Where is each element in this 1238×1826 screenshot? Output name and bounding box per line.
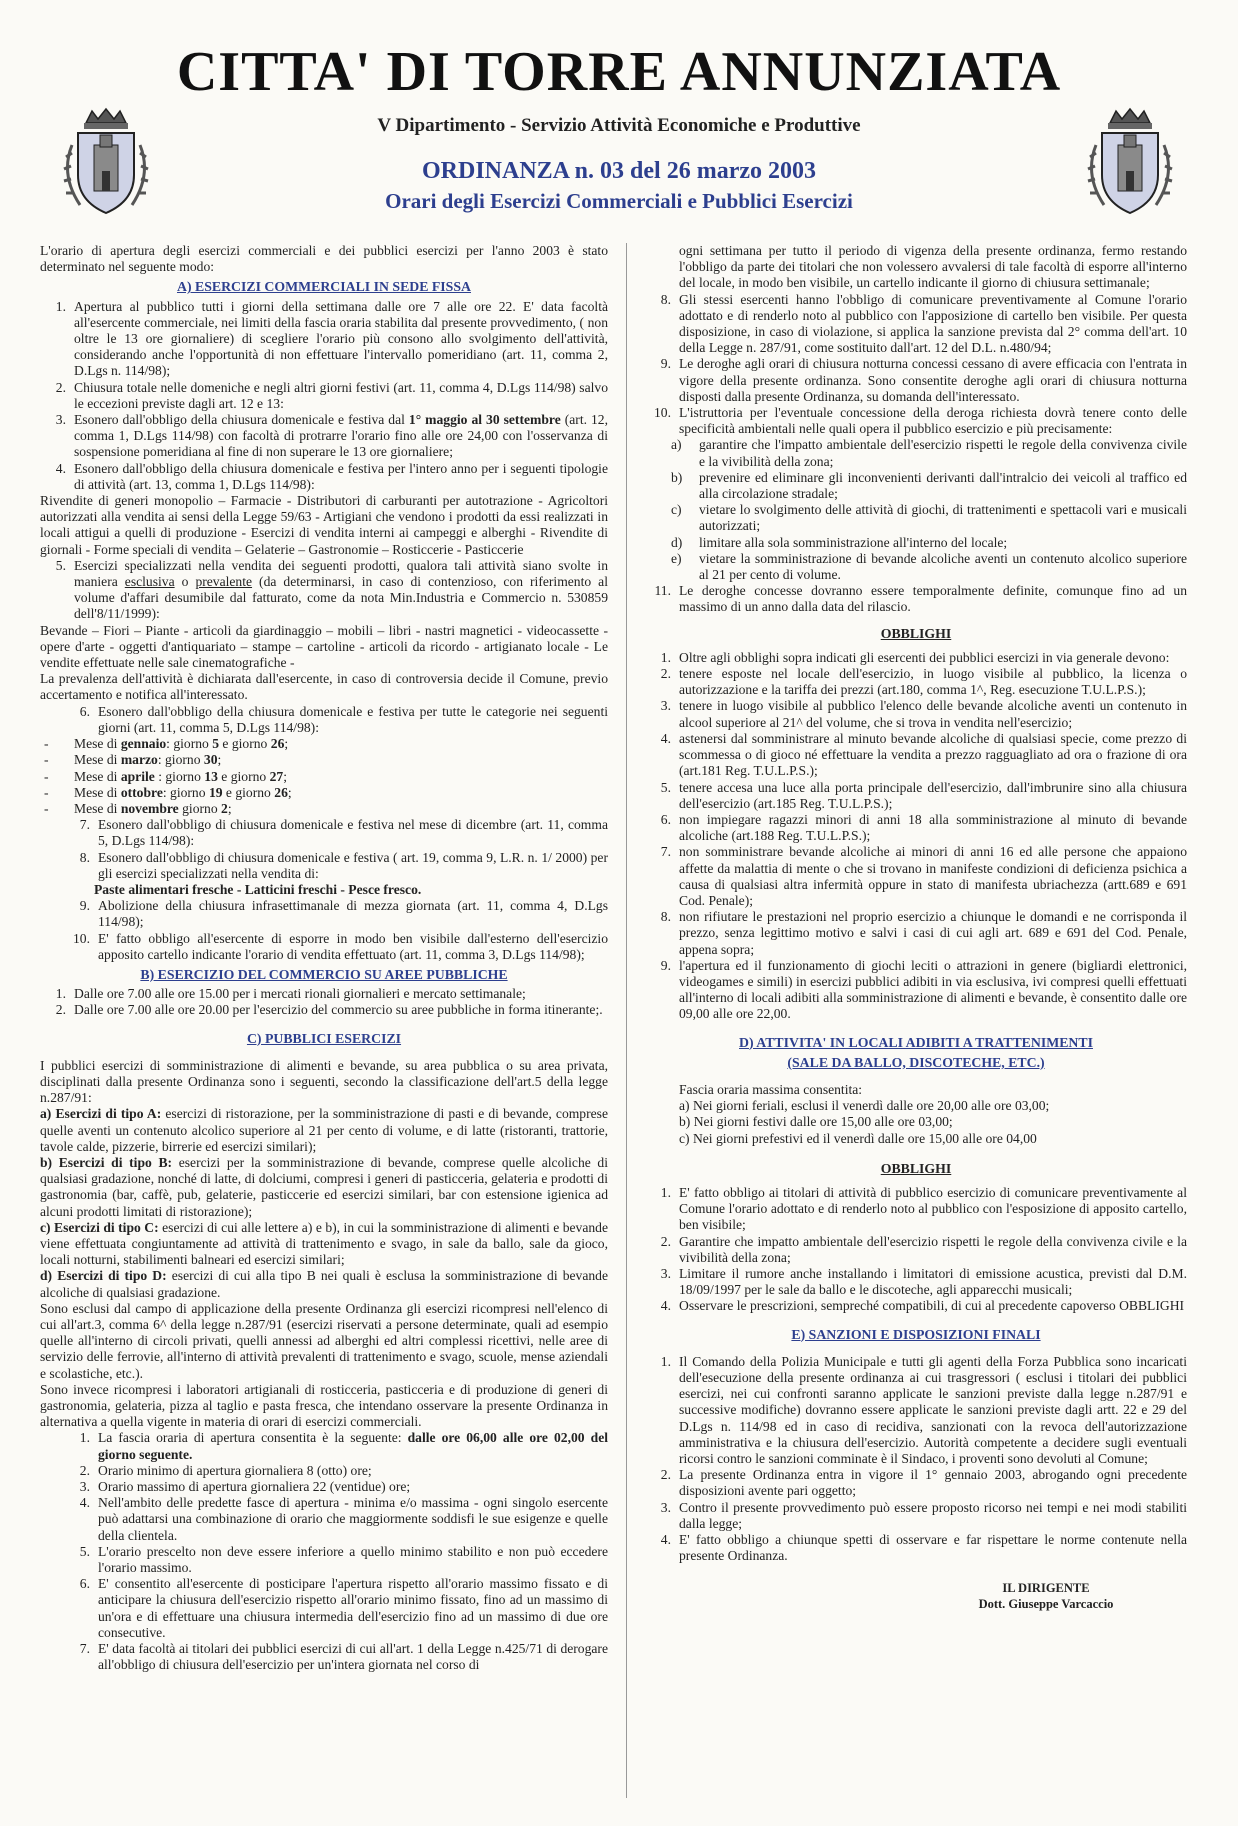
- list-item: 5. Esercizi specializzati nella vendita dei seguenti prodotti, qualora tali attività siano svolte in maniera esclusiva o prevalente (da determinarsi, in caso di contenzioso, con riferimento al volume d'affari desumibile dal fatturato, come da nota Min.Industria e Commercio n. 530859 dell'8/11/1999):: [55, 557, 608, 622]
- list-item: 4. E' fatto obbligo a chiunque spetti di osservare e far rispettare le norme contenute nella presente Ordinanza.: [660, 1532, 1187, 1564]
- section-d-subheading: (SALE DA BALLO, DISCOTECHE, ETC.): [787, 1054, 1045, 1070]
- prevalence-paragraph: La prevalenza dell'attività è dichiarata dall'esercente, in caso di controversia decide il Comune, previo accertamento e notifica all'interessato.: [40, 671, 608, 703]
- signature-block: [645, 1580, 1187, 1612]
- month-item: - Mese di gennaio: giorno 5 e giorno 26;: [44, 736, 289, 752]
- time-slot-b: b) Nei giorni festivi dalle ore 15,00 alle ore 03,00;: [679, 1114, 953, 1130]
- ordinance-number: ORDINANZA n. 03 del 26 marzo 2003: [422, 158, 816, 184]
- exclusions-paragraph: Sono esclusi dal campo di applicazione della presente Ordinanza gli esercizi ricompresi nell'elenco di cui all'art.3, comma 6^ della legge n.287/91 (esercizi riservati a persone determinate, quali ad esempio quelle all'interno di circoli privati, quelli annessi ad alberghi ed altri complessi ricettivi, nelle aree di servizio delle ferrovie, all'interno di attività prevalenti di trattenimento e svago, scuole, mense aziendali e scolastiche, etc.).: [40, 1300, 608, 1381]
- obligations-heading: OBBLIGHI: [880, 1160, 952, 1176]
- continuation-paragraph: ogni settimana per tutto il periodo di vigenza della presente ordinanza, fermo restando l'obbligo da parte dei titolari che non volessero avvalersi di tale facoltà di esporre all'interno del locale, in modo ben visibile, un cartello indicante il giorno di chiusura settimanale;: [679, 243, 1187, 291]
- exempt-activities-list: Rivendite di generi monopolio – Farmacie - Distributori di carburanti per autotrazione - Agricoltori autorizzati alla vendita ai sensi della Legge 59/63 - Artigiani che vendono i prodotti da essi realizzati in locali attigui a quelli di produzione - Esercizi di vendita interni ai campeggi e alberghi - Rivendite di giornali - Forme speciali di vendita – Gelaterie – Gastronomie – Rosticcerie - Pasticcerie: [40, 493, 608, 557]
- right-column: [645, 243, 1187, 1612]
- list-item: 1. Il Comando della Polizia Municipale e tutti gli agenti della Forza Pubblica sono incaricati dell'esecuzione della presente ordinanza ai cui trasgressori ( esclusi i titolari dei pubblici esercizi, nei cui confronti saranno applicate le sanzioni previste dalla legge n.287/91 e successive modifiche) dovranno essere applicate le sanzioni previste dagli artt. 22 e 29 del D.Lgs n. 114/98 ed in caso di recidiva, sanzionati con la revoca dell'autorizzazione amministrativa e la chiusura dell'esercizio. Autorità competente a decidere sugli eventuali ricorsi contro le sanzioni comminate è il Sindaco, i proventi sono devoluti al Comune;: [660, 1353, 1187, 1467]
- list-item: 3. Orario massimo di apertura giornaliera 22 (ventidue) ore;: [79, 1479, 411, 1495]
- month-item: - Mese di aprile : giorno 13 e giorno 27;: [44, 768, 287, 784]
- list-item: 8. non rifiutare le prestazioni nel proprio esercizio a chiunque le domandi e ne corrisponda il prezzo, senza legittimo motivo e salvi i casi di cui agli art. 689 e 691 del Cod. Penale, appena sopra;: [660, 909, 1187, 957]
- section-a-heading: A) ESERCIZI COMMERCIALI IN SEDE FISSA: [176, 279, 471, 295]
- list-item: 4. Osservare le prescrizioni, sempreché compatibili, di cui al precedente capoverso OBBLIGHI: [660, 1298, 1185, 1314]
- list-item: 2. Garantire che impatto ambientale dell'esercizio rispetti le regole della convivenza civile e la vivibilità della zona;: [660, 1233, 1187, 1265]
- type-d-paragraph: d) Esercizi di tipo D: esercizi di cui alla tipo B nei quali è esclusa la somministrazione di bevande alcoliche di qualsiasi gradazione.: [40, 1268, 608, 1300]
- header: [0, 0, 1238, 240]
- column-divider: [626, 243, 627, 1798]
- section-e-heading: E) SANZIONI E DISPOSIZIONI FINALI: [791, 1326, 1041, 1342]
- list-item: 6. E' consentito all'esercente di posticipare l'apertura rispetto all'orario massimo fissato e di anticipare la chiusura dell'esercizio rispetto all'orario minimo fissato, fino ad un massimo di un'ora e di effettuare una chiusura intermedia dell'esercizio fino ad un massimo di due ore consecutive.: [79, 1576, 608, 1640]
- signer-role: IL DIRIGENTE: [1002, 1581, 1090, 1596]
- list-item: 10. L'istruttoria per l'eventuale concessione della deroga richiesta dovrà tenere conto delle specificità ambientali nelle quali opera il pubblico esercizio e più precisamente:: [654, 405, 1187, 437]
- list-item: 1. Oltre agli obblighi sopra indicati gli esercenti dei pubblici esercizi in via generale devono:: [660, 649, 1170, 665]
- list-item: 10. E' fatto obbligo all'esercente di esporre in modo ben visibile dall'esterno dell'esercizio apposito cartello indicante l'orario di vendita effettuato (art. 11, comma 3, D.Lgs 114/98);: [73, 930, 608, 962]
- list-item: 7. non somministrare bevande alcoliche ai minori di anni 16 ed alle persone che appaiono affette da malattia di mente o che si trovano in manifeste condizioni di deficienza psichica a causa di qualsiasi altra infermità oppure in stato di manifesta ubriachezza (artt.689 e 691 Cod. Penale);: [660, 844, 1187, 908]
- list-item: 6. non impiegare ragazzi minori di anni 18 alla somministrazione al minuto di bevande alcoliche (art.188 Reg. T.U.L.P.S.);: [660, 811, 1187, 844]
- list-item: 6. Esonero dall'obbligo della chiusura domenicale e festiva per tutte le categorie nei seguenti giorni (art. 11, comma 5, D.Lgs 114/98):: [79, 703, 608, 735]
- list-item: 7. Esonero dall'obbligo di chiusura domenicale e festiva nel mese di dicembre (art. 11, comma 5, D.Lgs 114/98):: [79, 817, 608, 849]
- list-item: 8. Esonero dall'obbligo di chiusura domenicale e festiva ( art. 19, comma 9, L.R. n. 1/ 2000) per gli esercizi specializzati nella vendita di:: [79, 849, 608, 881]
- left-column: [40, 243, 608, 1673]
- list-item: 2. Chiusura totale nelle domeniche e negli altri giorni festivi (art. 11, comma 4, D.Lgs 114/98) salvo le eccezioni previste dagli art. 12 e 13:: [55, 379, 608, 411]
- page-title: CITTA' DI TORRE ANNUNZIATA: [176, 41, 1062, 103]
- fresh-products-line: Paste alimentari fresche - Latticini freschi - Pesce fresco.: [94, 881, 422, 897]
- list-item: 11. Le deroghe concesse dovranno essere temporalmente definite, comunque fino ad un massimo di un anno dalla data del rilascio.: [654, 583, 1187, 615]
- list-item: 9. l'apertura ed il funzionamento di giochi leciti o attrazioni in genere (bigliardi elettronici, videogames e simili) in esercizi pubblici adibiti in via esclusiva, ivi compresi quelli effettuati all'interno di locali adibiti alla somministrazione di alimenti e bevande, è consentito dalle ore 09,00 alle ore 22,00.: [660, 957, 1187, 1022]
- list-item: 4. Esonero dall'obbligo della chiusura domenicale e festiva per l'intero anno per i seguenti tipologie di attività (art. 13, comma 1, D.Lgs 114/98):: [55, 460, 608, 492]
- month-item: - Mese di novembre giorno 2;: [44, 800, 232, 816]
- inclusions-paragraph: Sono invece ricompresi i laboratori artigianali di rosticceria, pasticceria e di produzione di generi di gastronomia, gelateria, pizza al taglio e pasta fresca, che intendano osservare la presente Ordinanza in alternativa a quella vigente in materia di orari di esercizi commerciali.: [40, 1381, 608, 1430]
- intro-paragraph: L'orario di apertura degli esercizi commerciali e dei pubblici esercizi per l'anno 2003 è stato determinato nel seguente modo:: [40, 243, 608, 275]
- section-b-heading: B) ESERCIZIO DEL COMMERCIO SU AREE PUBBLICHE: [140, 966, 508, 982]
- type-b-paragraph: b) Esercizi di tipo B: esercizi per la somministrazione di bevande, comprese quelle alcoliche di qualsiasi gradazione, nonché di latte, di dolciumi, compresi i generi di pasticceria, gelateria e prodotti di gastronomia (bar, caffè, pub, gelaterie, pasticcerie ed esercizi similari, bar con estensione igienica ad alcuni prodotti limitati di ristorazione);: [40, 1154, 609, 1219]
- list-item: 7. E' data facoltà ai titolari dei pubblici esercizi di cui all'art. 1 della Legge n.425/71 di derogare all'obbligo di chiusura dell'esercizio per un'intera giornata nel corso di: [79, 1641, 608, 1673]
- obligations-heading: OBBLIGHI: [880, 625, 952, 641]
- list-item: 2. Dalle ore 7.00 alle ore 20.00 per l'esercizio del commercio su aree pubbliche in forma itinerante;.: [55, 1002, 603, 1018]
- list-item: 9. Abolizione della chiusura infrasettimanale di mezza giornata (art. 11, comma 4, D.Lgs 114/98);: [79, 898, 608, 930]
- list-item: 1. Apertura al pubblico tutti i giorni della settimana dalle ore 7 alle ore 22. E' data facoltà all'esercente commerciale, nei limiti della fascia oraria stabilita dal presente provvedimento, ( non oltre le 13 ore giornaliere) di scegliere l'orario più consono allo svolgimento dell'attività, considerando anche l'opportunità di non effettuare l'intervallo pomeridiano (art. 11, comma 2, D.Lgs n. 114/98);: [55, 298, 608, 379]
- month-item: - Mese di ottobre: giorno 19 e giorno 26;: [44, 784, 292, 800]
- specialized-products-list: Bevande – Fiori – Piante - articoli da giardinaggio – mobili – libri - nastri magnetici - videocassette - opere d'arte - oggetti d'antiquariato – stampe – cartoline - articoli da ricordo - artigianato locale - Le vendite effettuate nelle sale cinematografiche -: [40, 622, 608, 671]
- list-item: 1. E' fatto obbligo ai titolari di attività di pubblico esercizio di comunicare preventivamente al Comune l'orario adottato e di renderlo noto al pubblico con l'esposizione di apposito cartello, ben visibile;: [660, 1184, 1187, 1233]
- month-item: - Mese di marzo: giorno 30;: [44, 752, 222, 768]
- list-item: 3. Limitare il rumore anche installando i limitatori di emissione acustica, previsti dal D.M. 18/09/1997 per le sale da ballo e le discoteche, agli apparecchi musicali;: [660, 1265, 1187, 1298]
- list-item: 4. Nell'ambito delle predette fasce di apertura - minima e/o massima - ogni singolo esercente può adattarsi una combinazione di orario che maggiormente soddisfi le sue esigenze e quelle della clientela.: [79, 1495, 608, 1543]
- list-item: 8. Gli stessi esercenti hanno l'obbligo di comunicare preventivamente al Comune l'orario adottato e di renderlo noto al pubblico con l'apposizione di cartello ben visibile. Per questa disposizione, in caso di violazione, si applica la sanzione prevista dal 2° comma dell'art. 10 della Legge n. 287/91, come sostituito dall'art. 12 del D.L. n.480/94;: [660, 291, 1187, 356]
- list-item: a) garantire che l'impatto ambientale dell'esercizio rispetti le regole della convivenza civile e la vivibilità della zona;: [671, 437, 1187, 469]
- section-c-intro: I pubblici esercizi di somministrazione di alimenti e bevande, su area pubblica o su area privata, disciplinati dalla presente Ordinanza sono i seguenti, secondo la classificazione dell'art.5 della legge n.287/91:: [40, 1057, 608, 1106]
- list-item: 3. tenere in luogo visibile al pubblico l'elenco delle bevande alcoliche aventi un contenuto in alcool superiore al 21^ del volume, che si trova in vendita nell'esercizio;: [660, 698, 1187, 730]
- time-slot-c: c) Nei giorni prefestivi ed il venerdì dalle ore 15,00 alle ore 04,00: [679, 1130, 1037, 1146]
- time-slot-intro: Fascia oraria massima consentita:: [679, 1081, 863, 1097]
- list-item: 2. La presente Ordinanza entra in vigore il 1° gennaio 2003, abrogando ogni precedente disposizioni avente pari oggetto;: [660, 1467, 1187, 1499]
- department-line: V Dipartimento - Servizio Attività Economiche e Produttive: [377, 115, 861, 136]
- list-item: 2. Orario minimo di apertura giornaliera 8 (otto) ore;: [79, 1462, 372, 1478]
- signer-name: Dott. Giuseppe Varcaccio: [978, 1597, 1114, 1612]
- list-item: 4. astenersi dal somministrare al minuto bevande alcoliche di qualsiasi specie, come prezzo di scommessa o di gioco né effettuare la vendita a prezzo ragguagliato ad ora o frazione di ora (art.181 Reg. T.U.L.P.S.);: [660, 730, 1187, 779]
- section-c-heading: C) PUBBLICI ESERCIZI: [246, 1030, 402, 1046]
- list-item: c) vietare lo svolgimento delle attività di giochi, di trattenimenti e spettacoli vari e musicali autorizzati;: [671, 502, 1187, 534]
- ordinance-subject: Orari degli Esercizi Commerciali e Pubblici Esercizi: [385, 189, 853, 213]
- list-item: 9. Le deroghe agli orari di chiusura notturna concessi cessano di avere efficacia con l'entrata in vigore della presente ordinanza. Sono consentite deroghe agli orari di chiusura notturna disposti dalla presente Ordinanza, su domanda dell'interessato.: [660, 356, 1187, 404]
- type-c-paragraph: c) Esercizi di tipo C: esercizi di cui alle lettere a) e b), in cui la somministrazione di alimenti e bevande viene effettuata congiuntamente ad attività di trattenimento e svago, in sale da ballo, sale da gioco, locali notturni, stabilimenti balneari ed esercizi similari;: [40, 1219, 609, 1268]
- list-item: e) vietare la somministrazione di bevande alcoliche aventi un contenuto alcolico superiore al 21 per cento di volume.: [671, 550, 1187, 583]
- list-item: b) prevenire ed eliminare gli inconvenienti derivanti dall'intralcio dei veicoli al traffico ed alla circolazione stradale;: [671, 469, 1187, 502]
- list-item: 3. Esonero dall'obbligo della chiusura domenicale e festiva dal 1° maggio al 30 settembre (art. 12, comma 1, D.Lgs 114/98) con facoltà di protrarre l'orario fino alle ore 24,00 con l'osservanza di sospensione pomeridiana al fine di non superare le 13 ore giornaliere;: [55, 412, 608, 460]
- list-item: d) limitare alla sola somministrazione all'interno del locale;: [671, 534, 1008, 550]
- time-slot-a: a) Nei giorni feriali, esclusi il venerdì dalle ore 20,00 alle ore 03,00;: [679, 1098, 1050, 1114]
- list-item: 5. tenere accesa una luce alla porta principale dell'esercizio, dall'imbrunire sino alla chiusura dell'esercizio (art.185 Reg. T.U.L.P.S.);: [660, 779, 1187, 811]
- list-item: 3. Contro il presente provvedimento può essere proposto ricorso nei tempi e nei modi stabiliti dalla legge;: [660, 1499, 1187, 1531]
- list-item: 2. tenere esposte nel locale dell'esercizio, in luogo visibile al pubblico, la licenza o autorizzazione e la tariffa dei prezzi (art.180, comma 1^, Reg. esecuzione T.U.L.P.S.);: [660, 666, 1187, 698]
- list-item: 1. La fascia oraria di apertura consentita è la seguente: dalle ore 06,00 alle ore 02,00 del giorno seguente.: [79, 1430, 609, 1462]
- section-d-heading: D) ATTIVITA' IN LOCALI ADIBITI A TRATTENIMENTI: [739, 1034, 1093, 1050]
- list-item: 5. L'orario prescelto non deve essere inferiore a quello minimo stabilito e non può eccedere l'orario massimo.: [79, 1543, 608, 1576]
- type-a-paragraph: a) Esercizi di tipo A: esercizi di ristorazione, per la somministrazione di pasti e di bevande, comprese quelle aventi un contenuto alcolico superiore al 21 per cento di volume, e di latte (ristoranti, trattorie, tavole calde, pizzerie, birrerie ed esercizi similari);: [40, 1106, 608, 1154]
- list-item: 1. Dalle ore 7.00 alle ore 15.00 per i mercati rionali giornalieri e mercato settimanale;: [55, 986, 526, 1002]
